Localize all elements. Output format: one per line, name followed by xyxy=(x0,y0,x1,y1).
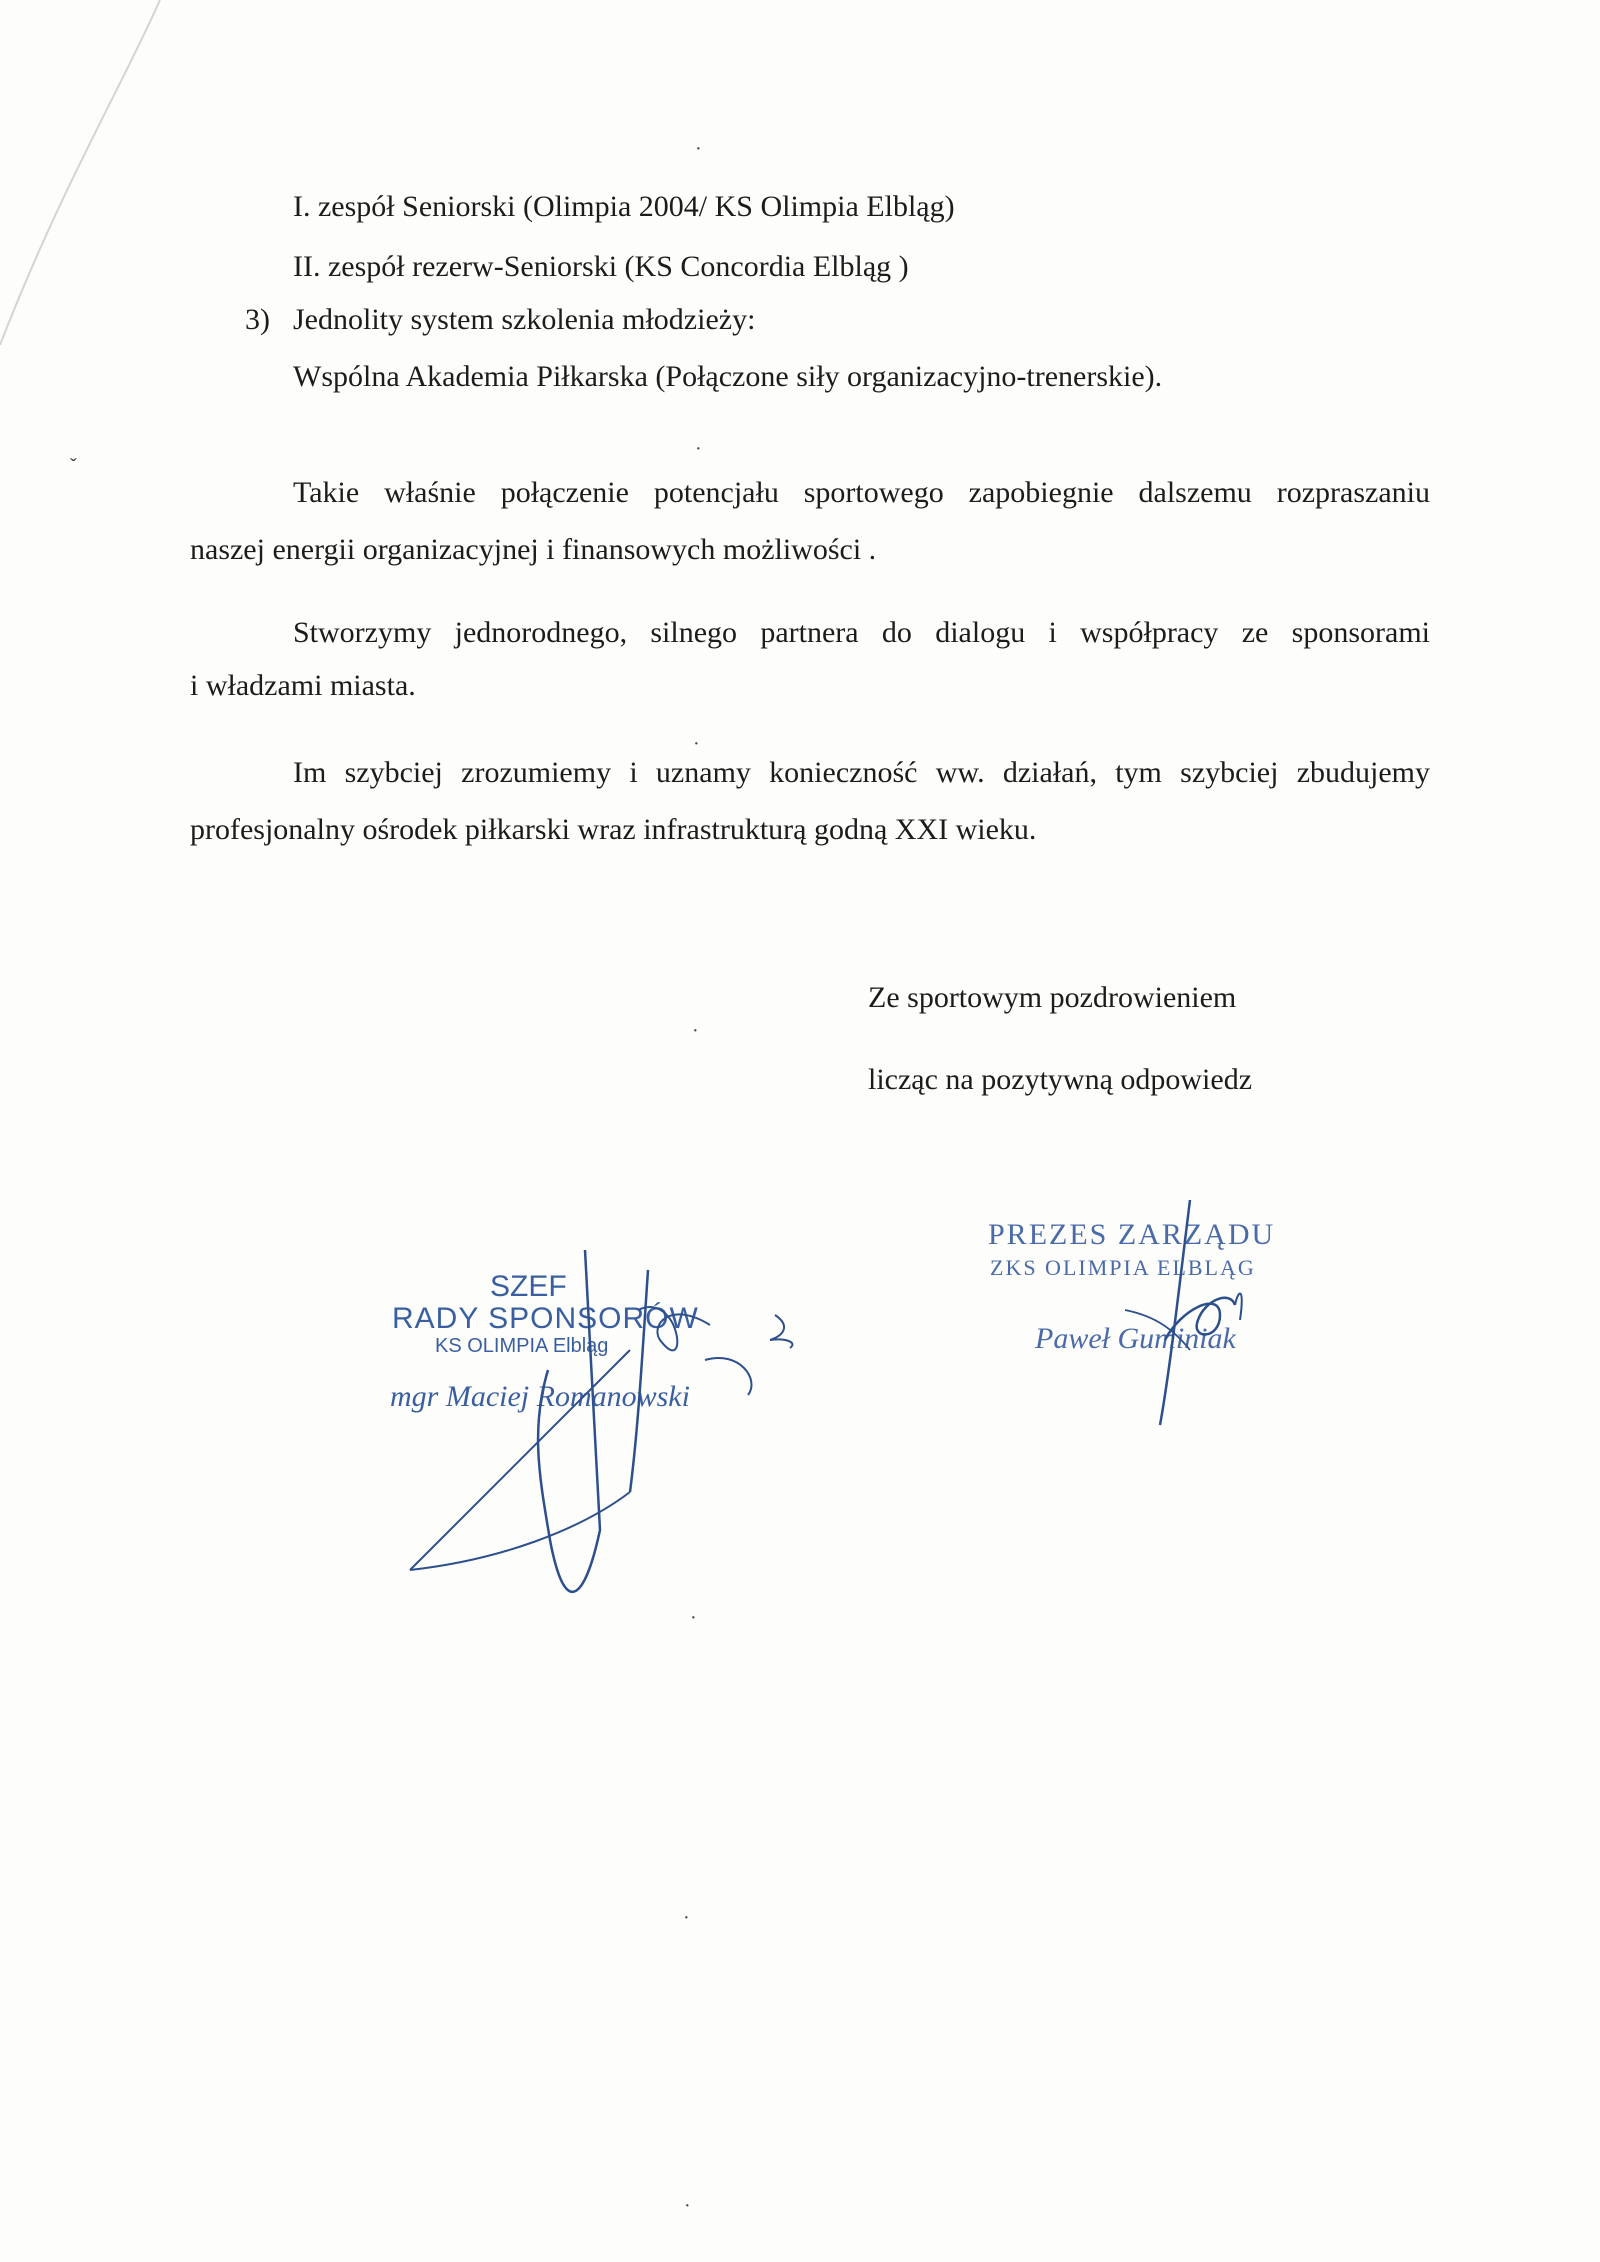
paragraph-2-line-2: i władzami miasta. xyxy=(190,669,416,702)
stamp-right-name: Paweł Guminiak xyxy=(1035,1322,1236,1355)
paragraph-3-line-1: Im szybciej zrozumiemy i uznamy konieczność ww. działań, tym szybciej zbudujemy xyxy=(293,756,1430,789)
closing-greeting: Ze sportowym pozdrowieniem xyxy=(868,981,1237,1014)
paragraph-1-line-1: Takie właśnie połączenie potencjału sportowego zapobiegnie dalszemu rozpraszaniu xyxy=(293,476,1430,509)
stamp-right-title: PREZES ZARZĄDU xyxy=(988,1218,1276,1251)
scan-speck: · xyxy=(690,1607,697,1629)
signature-right xyxy=(0,0,240,260)
stamp-left-role: RADY SPONSORÓW xyxy=(392,1302,699,1335)
scan-speck: · xyxy=(695,438,702,460)
scan-speck: · xyxy=(692,1020,699,1042)
signature-left xyxy=(380,1230,800,1610)
list-item-1: I. zespół Seniorski (Olimpia 2004/ KS Olimpia Elbląg) xyxy=(293,190,955,223)
signature-right-strokes xyxy=(1070,1190,1310,1450)
list-item-2: II. zespół rezerw-Seniorski (KS Concordia Elbląg ) xyxy=(293,250,909,283)
scan-speck: · xyxy=(684,2195,691,2217)
closing-request: licząc na pozytywną odpowiedz xyxy=(868,1063,1253,1096)
paragraph-1-line-2: naszej energii organizacyjnej i finansowych możliwości . xyxy=(190,533,877,566)
list-point-3-number: 3) xyxy=(245,303,270,336)
scan-speck: · xyxy=(695,138,702,160)
stamp-left-title: SZEF xyxy=(490,1270,567,1303)
stamp-left-name: mgr Maciej Romanowski xyxy=(390,1380,690,1413)
scan-speck: · xyxy=(683,1907,690,1929)
scan-speck: · xyxy=(693,733,700,755)
list-point-3-title: Jednolity system szkolenia młodzieży: xyxy=(293,303,756,336)
stamp-right-club: ZKS OLIMPIA ELBLĄG xyxy=(990,1255,1256,1280)
list-point-3-detail: Wspólna Akademia Piłkarska (Połączone siły organizacyjno-trenerskie). xyxy=(293,360,1163,393)
paragraph-2-line-1: Stworzymy jednorodnego, silnego partnera do dialogu i współpracy ze sponsorami xyxy=(293,616,1430,649)
stamp-left-club: KS OLIMPIA Elbląg xyxy=(435,1335,609,1357)
paragraph-3-line-2: profesjonalny ośrodek piłkarski wraz infrastrukturą godną XXI wieku. xyxy=(190,813,1037,846)
scan-speck: ˇ xyxy=(70,455,77,477)
